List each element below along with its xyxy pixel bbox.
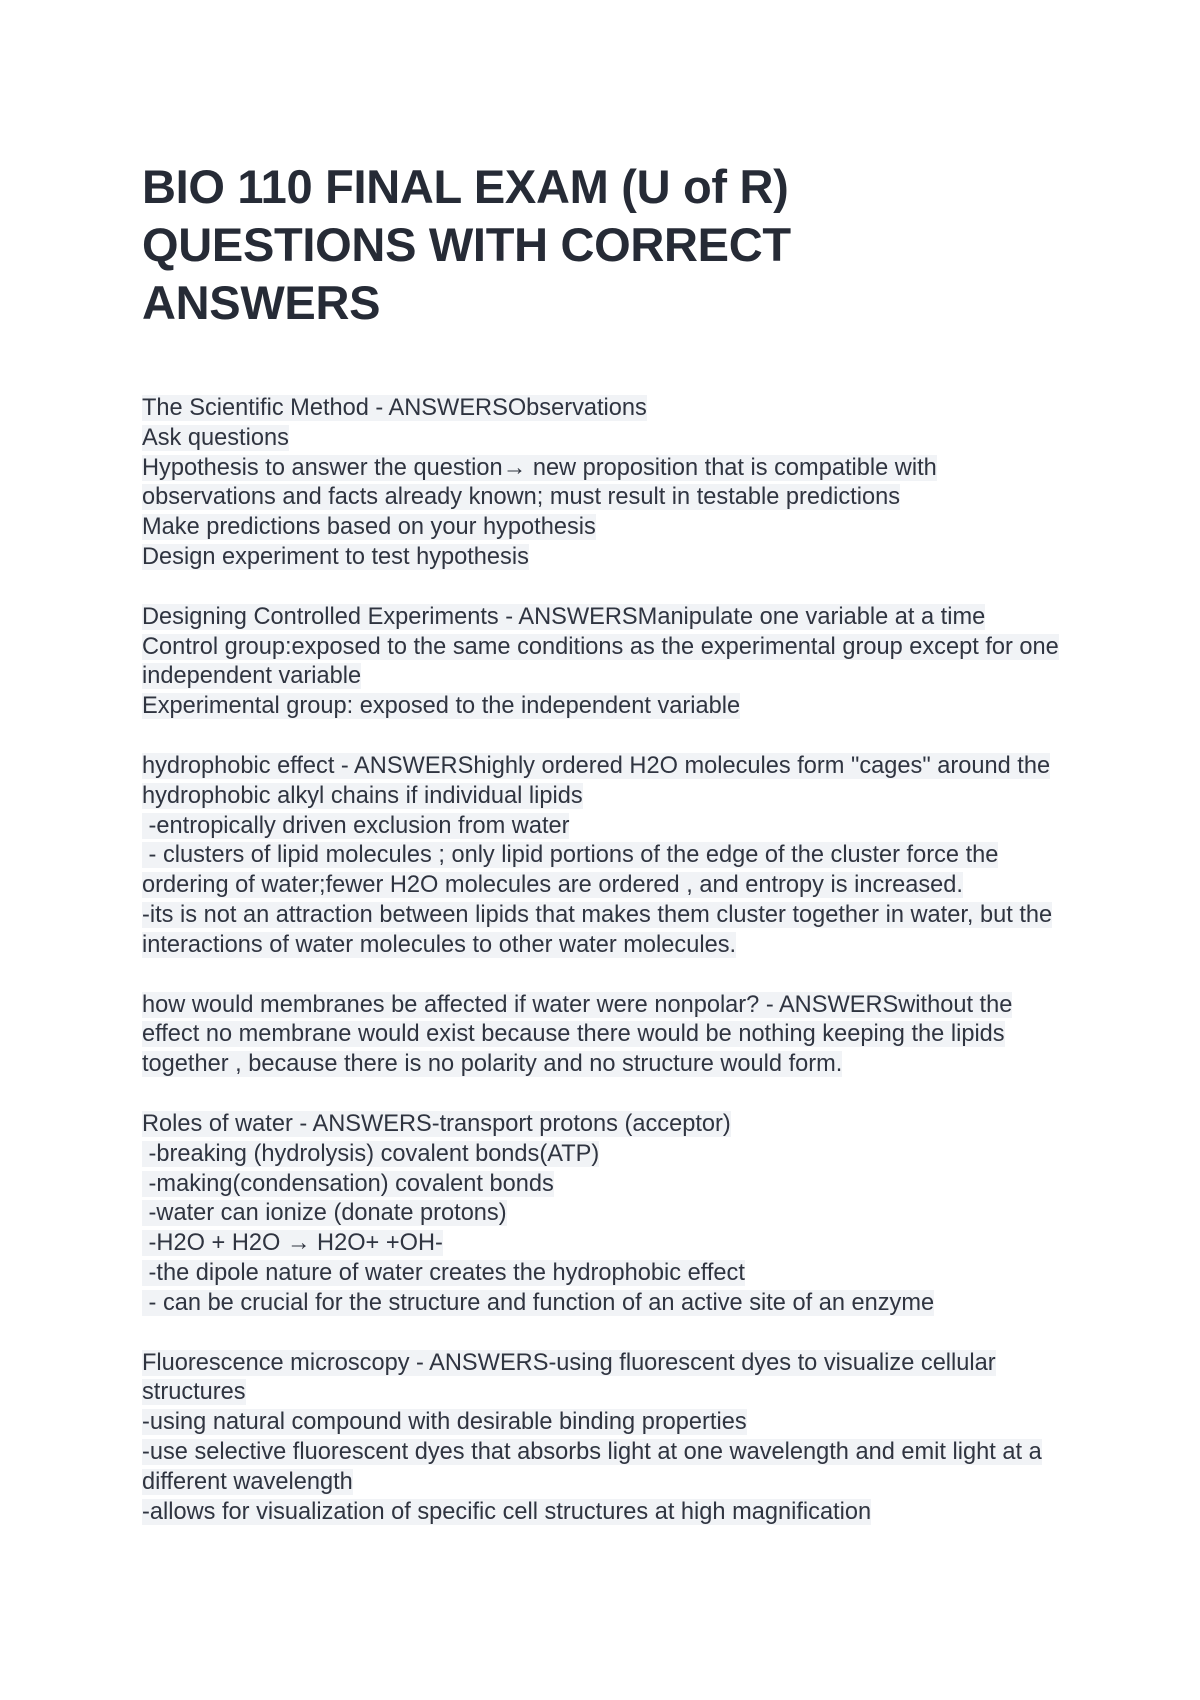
qa-entry — [142, 1110, 1070, 1319]
qa-line — [142, 1289, 1070, 1319]
qa-line — [142, 812, 1070, 842]
qa-line — [142, 1378, 1070, 1408]
qa-line — [142, 543, 1070, 573]
qa-line-text: -breaking (hydrolysis) covalent bonds(ATP) — [142, 1140, 600, 1167]
qa-line-text: Fluorescence microscopy - ANSWERS-using fluorescent dyes to visualize cellular — [142, 1349, 996, 1376]
qa-line-text: observations and facts already known; must result in testable predictions — [142, 484, 901, 511]
qa-list — [142, 394, 1070, 1527]
qa-line-text: Hypothesis to answer the question→ new proposition that is compatible with — [142, 454, 937, 481]
qa-line — [142, 1170, 1070, 1200]
qa-line-text: Experimental group: exposed to the independent variable — [142, 693, 741, 720]
qa-line-text: -its is not an attraction between lipids that makes them cluster together in water, but the — [142, 901, 1053, 928]
qa-line-text: -use selective fluorescent dyes that absorbs light at one wavelength and emit light at a — [142, 1438, 1042, 1465]
qa-line — [142, 1468, 1070, 1498]
qa-line-text: different wavelength — [142, 1468, 353, 1495]
qa-line — [142, 1498, 1070, 1528]
qa-line-text: ordering of water;fewer H2O molecules are ordered , and entropy is increased. — [142, 872, 963, 899]
qa-line — [142, 603, 1070, 633]
qa-line — [142, 483, 1070, 513]
qa-line-text: Roles of water - ANSWERS-transport protons (acceptor) — [142, 1110, 731, 1137]
qa-line — [142, 454, 1070, 484]
qa-line — [142, 662, 1070, 692]
qa-line-text: interactions of water molecules to other water molecules. — [142, 931, 737, 958]
qa-line — [142, 931, 1070, 961]
qa-line-text: structures — [142, 1379, 246, 1406]
qa-line-text: hydrophobic effect - ANSWERShighly ordered H2O molecules form "cages" around the — [142, 752, 1051, 779]
title-line: ANSWERS — [142, 276, 381, 329]
qa-line — [142, 1229, 1070, 1259]
qa-line — [142, 692, 1070, 722]
qa-line — [142, 901, 1070, 931]
qa-entry — [142, 603, 1070, 722]
qa-line — [142, 841, 1070, 871]
qa-line-text: - clusters of lipid molecules ; only lipid portions of the edge of the cluster force the — [142, 842, 999, 869]
qa-line-text: Control group:exposed to the same conditions as the experimental group except for one — [142, 633, 1059, 660]
qa-line — [142, 991, 1070, 1021]
qa-line — [142, 1408, 1070, 1438]
title-line: BIO 110 FINAL EXAM (U of R) — [142, 160, 789, 213]
qa-line — [142, 1050, 1070, 1080]
qa-line-text: together , because there is no polarity and no structure would form. — [142, 1051, 843, 1078]
qa-line-text: -H2O + H2O → H2O+ +OH- — [142, 1230, 443, 1257]
qa-line-text: -entropically driven exclusion from water — [142, 812, 570, 839]
qa-line — [142, 394, 1070, 424]
qa-line-text: -water can ionize (donate protons) — [142, 1200, 507, 1227]
qa-entry — [142, 752, 1070, 961]
qa-line — [142, 752, 1070, 782]
qa-line — [142, 424, 1070, 454]
qa-line-text: -using natural compound with desirable binding properties — [142, 1409, 747, 1436]
qa-entry — [142, 394, 1070, 573]
qa-line-text: hydrophobic alkyl chains if individual lipids — [142, 782, 583, 809]
qa-line — [142, 871, 1070, 901]
qa-line — [142, 782, 1070, 812]
qa-line — [142, 1438, 1070, 1468]
qa-line-text: The Scientific Method - ANSWERSObservations — [142, 395, 647, 421]
qa-line-text: independent variable — [142, 663, 362, 690]
qa-line — [142, 1110, 1070, 1140]
qa-line — [142, 633, 1070, 663]
qa-line-text: -allows for visualization of specific cell structures at high magnification — [142, 1498, 872, 1525]
title-line: QUESTIONS WITH CORRECT — [142, 218, 791, 271]
qa-line-text: how would membranes be affected if water were nonpolar? - ANSWERSwithout the — [142, 991, 1013, 1018]
page-title — [142, 158, 1070, 332]
qa-line-text: - can be crucial for the structure and function of an active site of an enzyme — [142, 1289, 935, 1316]
qa-line — [142, 1140, 1070, 1170]
qa-line-text: effect no membrane would exist because there would be nothing keeping the lipids — [142, 1021, 1005, 1048]
qa-line — [142, 513, 1070, 543]
qa-entry — [142, 1349, 1070, 1528]
qa-line-text: Designing Controlled Experiments - ANSWERSManipulate one variable at a time — [142, 603, 986, 630]
qa-line — [142, 1020, 1070, 1050]
qa-line-text: -making(condensation) covalent bonds — [142, 1170, 554, 1197]
qa-line-text: Ask questions — [142, 424, 289, 451]
qa-line — [142, 1349, 1070, 1379]
qa-line-text: Design experiment to test hypothesis — [142, 543, 529, 570]
qa-line — [142, 1259, 1070, 1289]
qa-entry — [142, 991, 1070, 1080]
qa-line — [142, 1199, 1070, 1229]
qa-line-text: Make predictions based on your hypothesis — [142, 514, 596, 541]
qa-line-text: -the dipole nature of water creates the hydrophobic effect — [142, 1259, 745, 1286]
